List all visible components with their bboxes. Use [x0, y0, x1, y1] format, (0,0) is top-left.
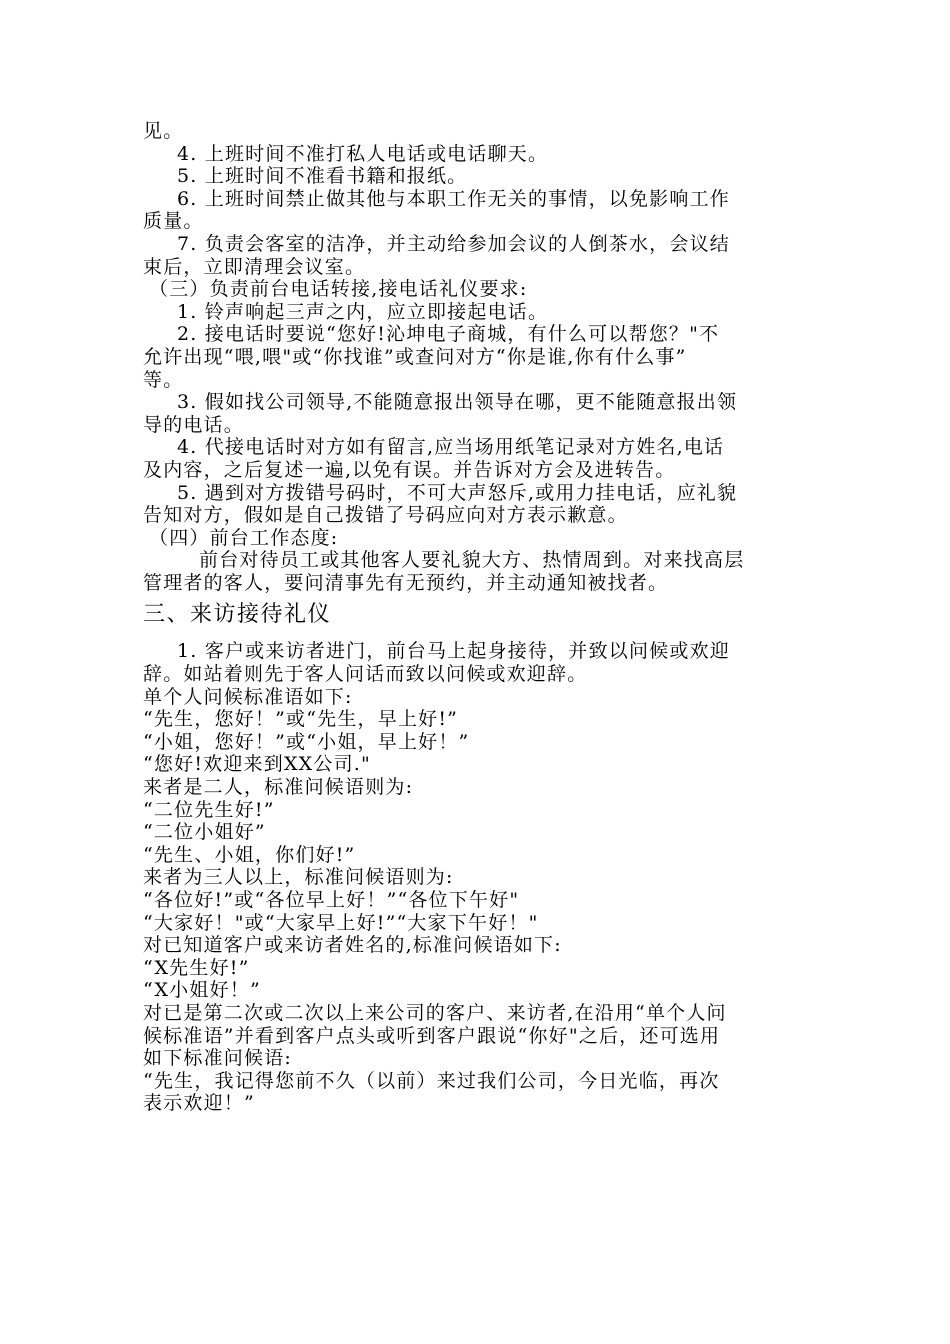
text-line: “X小姐好！” — [143, 979, 261, 1002]
text-line: 允许出现“喂,喂"或“你找谁”或查问对方“你是谁,你有什么事” — [143, 345, 687, 368]
text-line: 见。 — [143, 120, 184, 142]
text-line: 如下标准问候语: — [143, 1047, 293, 1070]
text-line: 对已知道客户或来访者姓名的,标准问候语如下: — [143, 934, 562, 957]
text-line: “您好!欢迎来到XX公司." — [143, 753, 371, 776]
text-line: 等。 — [143, 368, 184, 391]
text-line: 质量。 — [143, 210, 204, 233]
text-line: “各位好!”或“各位早上好！”“各位下午好" — [143, 889, 520, 911]
text-line: 告知对方，假如是自己拨错了号码应向对方表示歉意。 — [143, 504, 628, 527]
text-line: 3. 假如找公司领导,不能随意报出领导在哪，更不能随意报出领 — [177, 391, 738, 414]
text-line: 1. 客户或来访者进门，前台马上起身接待，并致以问候或欢迎 — [177, 640, 730, 663]
text-line: 4. 代接电话时对方如有留言,应当场用纸笔记录对方姓名,电话 — [177, 436, 725, 459]
text-line: 6. 上班时间禁止做其他与本职工作无关的事情，以免影响工作 — [177, 187, 730, 210]
text-line: 对已是第二次或二次以上来公司的客户、来访者,在沿用“单个人问 — [143, 1001, 727, 1024]
text-line: “大家好！"或“大家早上好!”“大家下午好！" — [143, 911, 539, 934]
text-line: “先生，您好！”或“先生，早上好!” — [143, 708, 459, 731]
text-line: 表示欢迎！” — [143, 1092, 255, 1115]
text-line: 来者为三人以上，标准问候语则为: — [143, 866, 454, 889]
text-line: “二位小姐好” — [143, 821, 266, 844]
text-line: （三）负责前台电话转接,接电话礼仪要求: — [149, 278, 528, 301]
text-line: 束后，立即清理会议室。 — [143, 255, 366, 278]
text-line: 管理者的客人，要问清事先有无预约，并主动通知被找者。 — [143, 571, 669, 594]
text-line: “二位先生好!” — [143, 798, 275, 821]
text-line: 来者是二人，标准问候语则为: — [143, 776, 414, 799]
text-line: 1. 铃声响起三声之内，应立即接起电话。 — [177, 300, 549, 323]
text-line: “先生、小姐，你们好!” — [143, 843, 356, 866]
text-line: 单个人问候标准语如下: — [143, 685, 353, 708]
text-line: 5. 遇到对方拨错号码时，不可大声怒斥,或用力挂电话，应礼貌 — [177, 481, 738, 504]
text-line: 2. 接电话时要说“您好!沁坤电子商城，有什么可以帮您？"不 — [177, 323, 720, 346]
text-line: 4. 上班时间不准打私人电话或电话聊天。 — [177, 142, 549, 165]
text-line: “先生，我记得您前不久（以前）来过我们公司，今日光临，再次 — [143, 1069, 720, 1092]
text-line: 辞。如站着则先于客人问话而致以问候或欢迎辞。 — [143, 663, 588, 686]
text-line: 前台对待员工或其他客人要礼貌大方、热情周到。对来找高层 — [199, 549, 745, 572]
text-line: “X先生好!” — [143, 956, 250, 979]
text-line: 7. 负责会客室的洁净，并主动给参加会议的人倒茶水，会议结 — [177, 232, 730, 255]
section-heading: 三、来访接待礼仪 — [143, 602, 332, 628]
text-line: “小姐，您好！”或“小姐，早上好！” — [143, 730, 470, 753]
text-line: 导的电话。 — [143, 413, 245, 436]
text-line: 5. 上班时间不准看书籍和报纸。 — [177, 165, 468, 188]
text-line: （四）前台工作态度: — [149, 526, 339, 549]
text-line: 候标准语”并看到客户点头或听到客户跟说“你好"之后，还可选用 — [143, 1024, 721, 1047]
document-page — [143, 120, 813, 1115]
text-line: 及内容，之后复述一遍,以免有误。并告诉对方会及进转告。 — [143, 458, 676, 481]
